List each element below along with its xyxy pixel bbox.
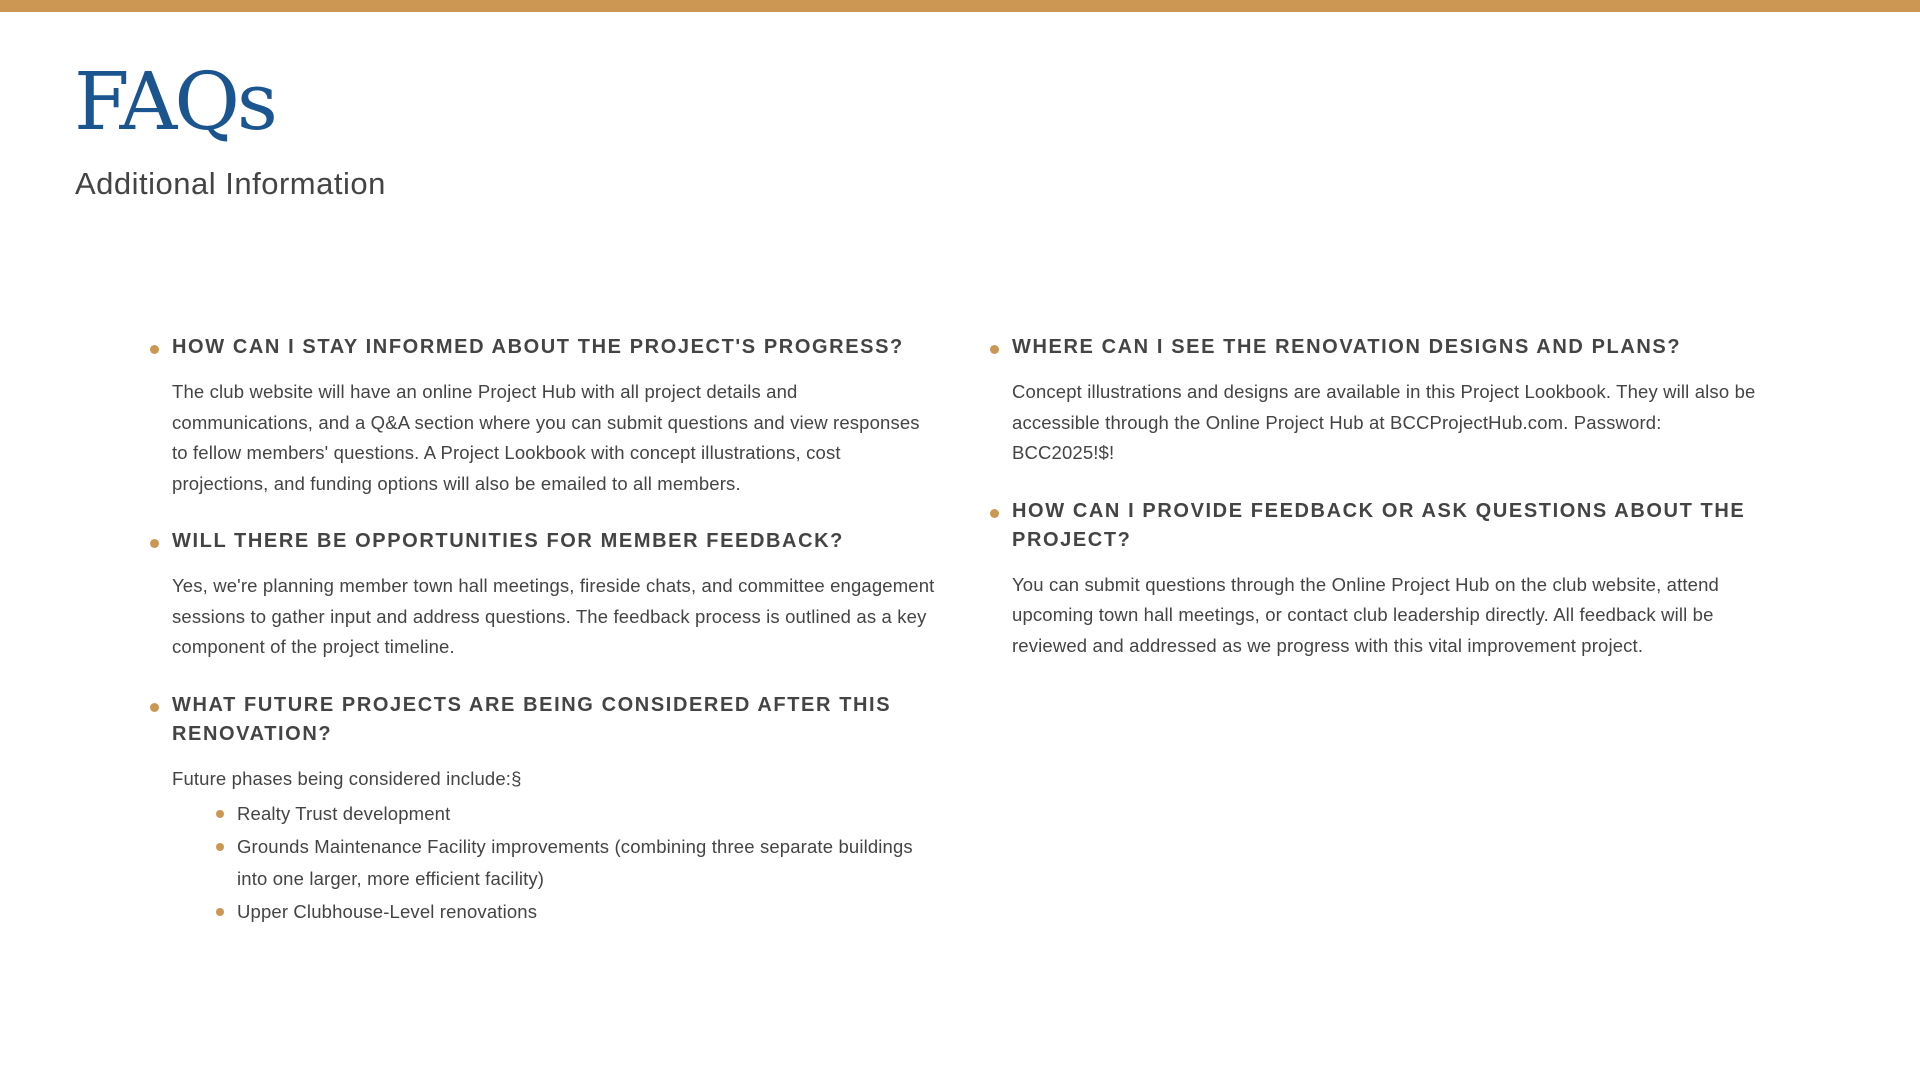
bullet-icon [990, 345, 999, 354]
bullet-icon [216, 810, 224, 818]
faq-answer: Future phases being considered include:§ [172, 767, 522, 789]
faq-question: HOW CAN I PROVIDE FEEDBACK OR ASK QUESTIONS ABOUT THE PROJECT? [1012, 499, 1746, 551]
faq-item-member-feedback [146, 527, 936, 663]
list-item-text: Upper Clubhouse-Level renovations [237, 901, 538, 922]
bullet-icon [150, 345, 159, 354]
bullet-icon [216, 908, 224, 916]
bullet-icon [990, 509, 999, 518]
list-item [237, 798, 936, 830]
bullet-icon [150, 539, 159, 548]
faq-question: WHERE CAN I SEE THE RENOVATION DESIGNS AND PLANS? [1012, 336, 1682, 358]
list-item [237, 831, 936, 895]
faq-answer: You can submit questions through the Online Project Hub on the club website, attend upcoming town hall meetings, or contact club leadership directly. All feedback will be reviewed and addressed as we progress with this vital improvement project. [1012, 573, 1719, 656]
faq-question: HOW CAN I STAY INFORMED ABOUT THE PROJECT'S PROGRESS? [172, 336, 904, 358]
faq-answer: Concept illustrations and designs are available in this Project Lookbook. They will also be accessible through the Online Project Hub at BCCProjectHub.com. Password: BCC2025!$! [1012, 381, 1756, 463]
faq-column-left [146, 333, 936, 956]
faq-item-designs-plans [986, 333, 1756, 469]
faq-question: WILL THERE BE OPPORTUNITIES FOR MEMBER FEEDBACK? [172, 530, 844, 552]
page-subtitle: Additional Information [75, 166, 386, 201]
list-item-text: Grounds Maintenance Facility improvements (combining three separate buildings into one larger, more efficient facility) [237, 836, 913, 889]
faq-answer: The club website will have an online Project Hub with all project details and communications, and a Q&A section where you can submit questions and view responses to fellow members' questions. A Project Lookbook with concept illustrations, cost projections, and funding options will also be emailed to all members. [172, 381, 920, 494]
bullet-icon [150, 703, 159, 712]
faq-item-stay-informed [146, 333, 936, 499]
faq-column-right [986, 333, 1756, 689]
list-item-text: Realty Trust development [237, 803, 451, 824]
faq-answer: Yes, we're planning member town hall meetings, fireside chats, and committee engagement sessions to gather input and address questions. The feedback process is outlined as a key component of the project timeline. [172, 575, 935, 657]
faq-question: WHAT FUTURE PROJECTS ARE BEING CONSIDERED AFTER THIS RENOVATION? [172, 693, 892, 745]
list-item [237, 896, 936, 928]
top-accent-bar [0, 0, 1920, 12]
bullet-icon [216, 843, 224, 851]
future-phases-list [172, 798, 936, 928]
faq-item-provide-feedback [986, 497, 1756, 662]
page-title: FAQs [74, 55, 275, 148]
faq-item-future-projects [146, 691, 936, 929]
